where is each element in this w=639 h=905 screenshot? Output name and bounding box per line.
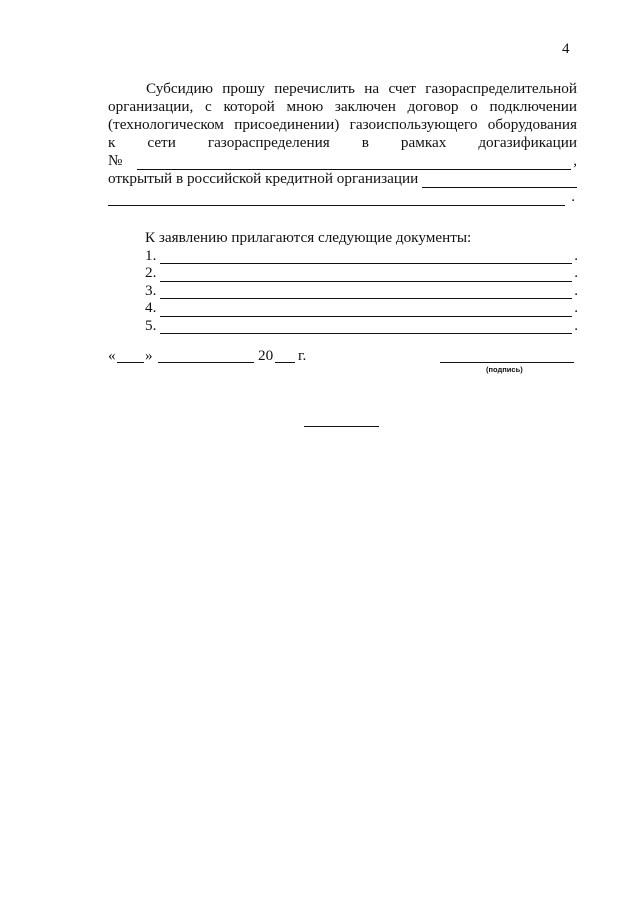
- attachment-field-4[interactable]: [160, 303, 572, 317]
- contract-number-field[interactable]: [137, 156, 572, 170]
- date-day-field[interactable]: [117, 362, 144, 363]
- signature-caption: (подпись): [486, 365, 523, 374]
- bank-row: [108, 170, 577, 188]
- attachment-number: 3.: [145, 281, 157, 299]
- subsidy-line-2: организации, с которой мною заключен договор о подключении: [108, 98, 577, 115]
- attachment-item: [145, 247, 578, 265]
- subsidy-paragraph: [108, 80, 577, 206]
- subsidy-line-4: к сети газораспределения в рамках догазификации: [108, 134, 577, 151]
- date-month-field[interactable]: [158, 362, 254, 363]
- attachment-end: .: [574, 264, 578, 281]
- attachment-end: .: [574, 281, 578, 299]
- date-year-prefix: 20: [258, 347, 274, 364]
- date-close-quote: »: [145, 347, 153, 364]
- contract-number-end: ,: [573, 152, 577, 169]
- attachment-field-3[interactable]: [160, 285, 572, 299]
- bank-row-end: .: [571, 188, 575, 205]
- closing-divider: [304, 426, 379, 427]
- attachment-item: [145, 264, 578, 282]
- attachments-intro: К заявлению прилагаются следующие документы:: [145, 229, 472, 246]
- number-sign: №: [108, 152, 123, 169]
- attachment-item: [145, 299, 578, 317]
- attachment-end: .: [574, 299, 578, 316]
- subsidy-line-3: (технологическом присоединении) газоиспользующего оборудования: [108, 116, 577, 133]
- date-year-suffix: г.: [298, 347, 307, 364]
- attachment-number: 5.: [145, 316, 157, 334]
- signature-field[interactable]: [440, 362, 574, 363]
- subsidy-line-1: Субсидию прошу перечислить на счет газораспределительной: [146, 80, 577, 97]
- attachment-number: 2.: [145, 264, 157, 281]
- bank-continuation-row: [108, 188, 577, 206]
- attachment-field-2[interactable]: [160, 268, 572, 282]
- attachment-field-1[interactable]: [160, 250, 572, 264]
- attachment-item: [145, 317, 578, 335]
- attachment-number: 1.: [145, 246, 157, 264]
- bank-name-field-continued[interactable]: [108, 192, 565, 206]
- contract-number-row: [108, 152, 577, 170]
- bank-label: открытый в российской кредитной организации: [108, 170, 419, 187]
- attachment-number: 4.: [145, 299, 157, 316]
- page-number: 4: [562, 41, 570, 57]
- attachment-end: .: [574, 246, 578, 264]
- attachment-item: [145, 282, 578, 300]
- attachment-field-5[interactable]: [160, 320, 572, 334]
- date-open-quote: «: [108, 347, 116, 364]
- bank-name-field[interactable]: [422, 174, 577, 188]
- date-year-field[interactable]: [275, 362, 295, 363]
- attachment-end: .: [574, 316, 578, 334]
- attachments-section: [145, 229, 578, 334]
